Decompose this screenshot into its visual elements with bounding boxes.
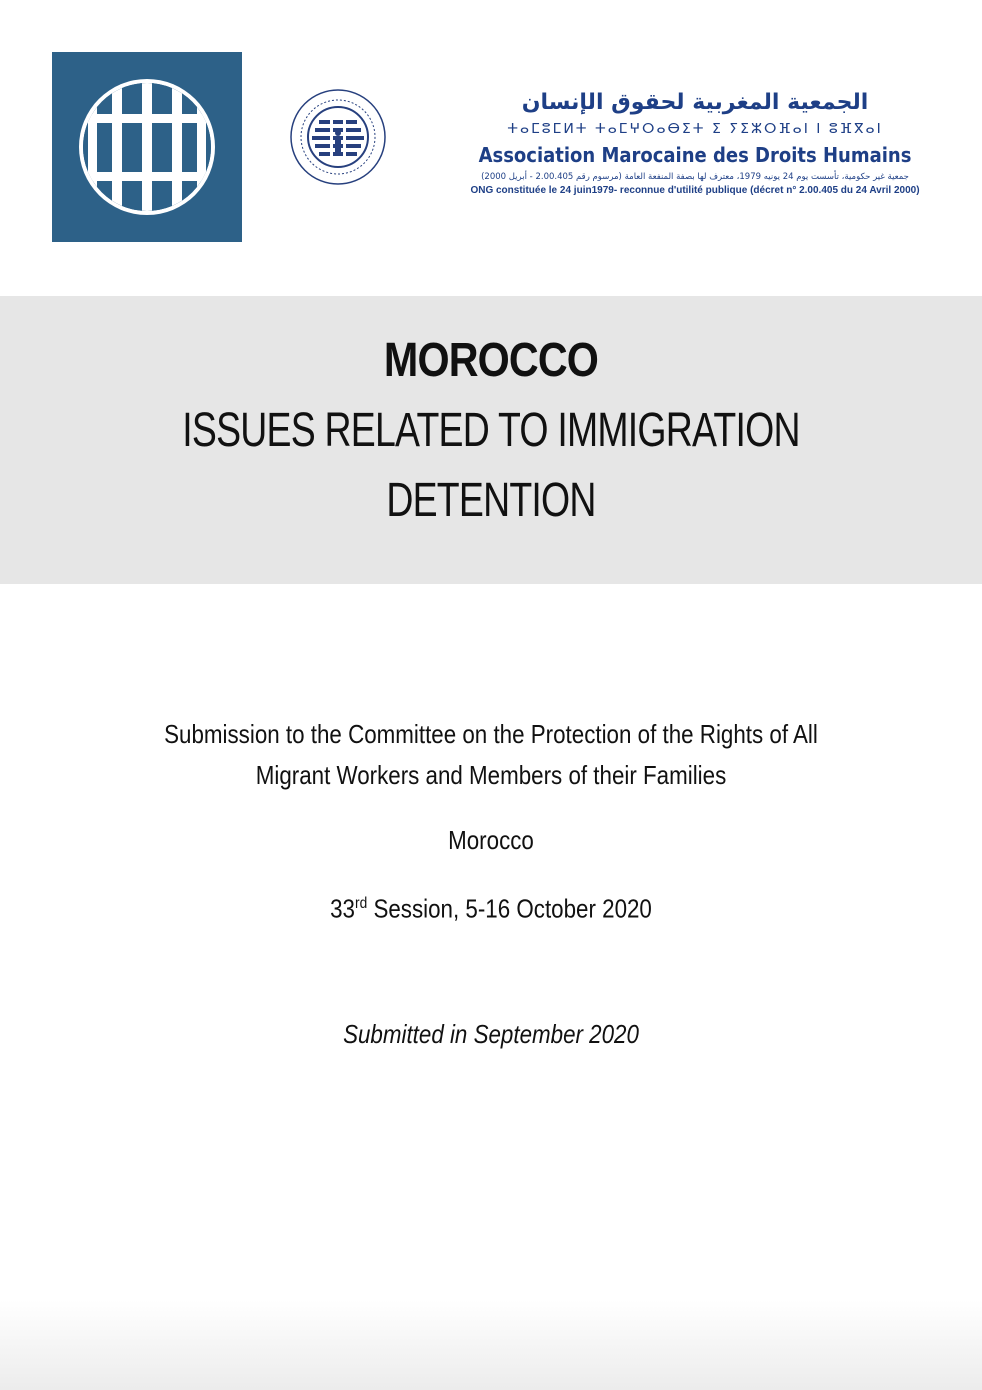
amdh-seal-icon: [289, 88, 387, 186]
session-ordinal-suffix: rd: [354, 895, 368, 912]
submission-line-1: Submission to the Committee on the Protection of the Rights of All: [164, 719, 818, 749]
report-title-line-1: ISSUES RELATED TO IMMIGRATION: [182, 404, 800, 457]
submitted-date: Submitted in September 2020: [343, 1019, 639, 1049]
session-line: [69, 884, 914, 929]
amdh-arabic-subtitle: جمعية غير حكومية، تأسست يوم 24 يونيه 1979، معترف لها بصفة المنفعة العامة (مرسوم رقم 2.00.405 - أبريل 2000): [481, 172, 909, 182]
gdp-logo: [52, 52, 242, 242]
title-band: [0, 296, 982, 584]
amdh-tifinagh-name: ⵜⴰⵎⵓⵎⵍⵜ ⵜⴰⵎⵖⵔⴰⴱⵉⵜ ⵉ ⵢⵉⵣⵔⴼⴰⵏ ⵏ ⵓⴼⴳⴰⵏ: [507, 121, 883, 137]
submission-line-2: Migrant Workers and Members of their Families: [255, 760, 727, 790]
page-bottom-shadow: [0, 1300, 982, 1390]
country-line: Morocco: [448, 825, 534, 855]
submission-statement: [69, 714, 914, 796]
amdh-header: [440, 88, 950, 198]
amdh-arabic-name: الجمعية المغربية لحقوق الإنسان: [521, 90, 869, 115]
session-number: 33: [330, 893, 355, 924]
amdh-seal-logo: [289, 88, 387, 186]
report-country-title: MOROCCO: [383, 334, 599, 387]
report-title-line-2: DETENTION: [386, 474, 596, 527]
amdh-french-name: Association Marocaine des Droits Humains: [478, 143, 912, 167]
amdh-french-subtitle: ONG constituée le 24 juin1979- reconnue d'utilité publique (décret n° 2.00.405 du 24 Avril 2000): [470, 185, 920, 196]
session-details: Session, 5-16 October 2020: [367, 893, 652, 924]
globe-bars-icon: [52, 52, 242, 242]
